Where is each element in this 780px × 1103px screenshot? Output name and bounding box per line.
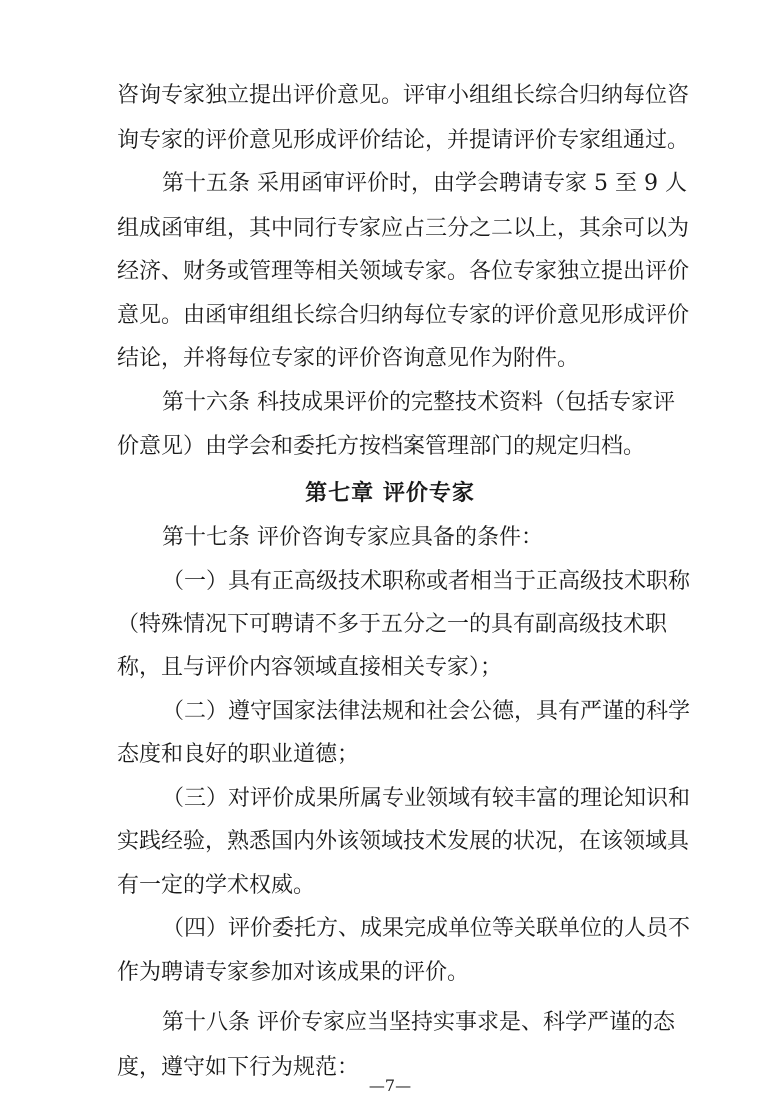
text-line: 有一定的学术权威。 — [117, 873, 316, 898]
article-18-line: 第十八条 评价专家应当坚持实事求是、科学严谨的态 — [162, 1010, 675, 1035]
text-line: 组成函审组，其中同行专家应占三分之二以上，其余可以为 — [117, 216, 690, 241]
article-15-line: 第十五条 采用函审评价时，由学会聘请专家 5 至 9 人 — [162, 171, 687, 196]
article-16-line: 第十六条 科技成果评价的完整技术资料（包括专家评 — [162, 390, 675, 415]
clause-2-line: （二）遵守国家法律法规和社会公德，具有严谨的科学 — [162, 699, 691, 724]
text-line: 咨询专家独立提出评价意见。评审小组组长综合归纳每位咨 — [117, 83, 690, 108]
text-line: 价意见）由学会和委托方按档案管理部门的规定归档。 — [117, 434, 646, 459]
clause-3-line: （三）对评价成果所属专业领域有较丰富的理论知识和 — [162, 786, 691, 811]
chapter-heading: 第七章 评价专家 — [305, 481, 475, 506]
article-17-line: 第十七条 评价咨询专家应具备的条件： — [162, 525, 543, 550]
page-number: —7— — [368, 1076, 412, 1095]
text-line: 意见。由函审组组长综合归纳每位专家的评价意见形成评价 — [117, 303, 690, 328]
text-line: 实践经验，熟悉国内外该领域技术发展的状况，在该领域具 — [117, 829, 690, 854]
clause-1-line: （一）具有正高级技术职称或者相当于正高级技术职称 — [162, 569, 691, 594]
text-line: 称，且与评价内容领域直接相关专家）； — [117, 655, 503, 680]
clause-4-line: （四）评价委托方、成果完成单位等关联单位的人员不 — [162, 916, 691, 941]
text-line: 结论，并将每位专家的评价咨询意见作为附件。 — [117, 346, 580, 371]
text-line: 经济、财务或管理等相关领域专家。各位专家独立提出评价 — [117, 259, 690, 284]
text-line: （特殊情况下可聘请不多于五分之一的具有副高级技术职 — [117, 612, 668, 637]
text-line: 询专家的评价意见形成评价结论，并提请评价专家组通过。 — [117, 128, 690, 153]
text-line: 度，遵守如下行为规范： — [117, 1055, 360, 1080]
text-line: 态度和良好的职业道德； — [117, 742, 360, 767]
text-line: 作为聘请专家参加对该成果的评价。 — [117, 960, 470, 985]
